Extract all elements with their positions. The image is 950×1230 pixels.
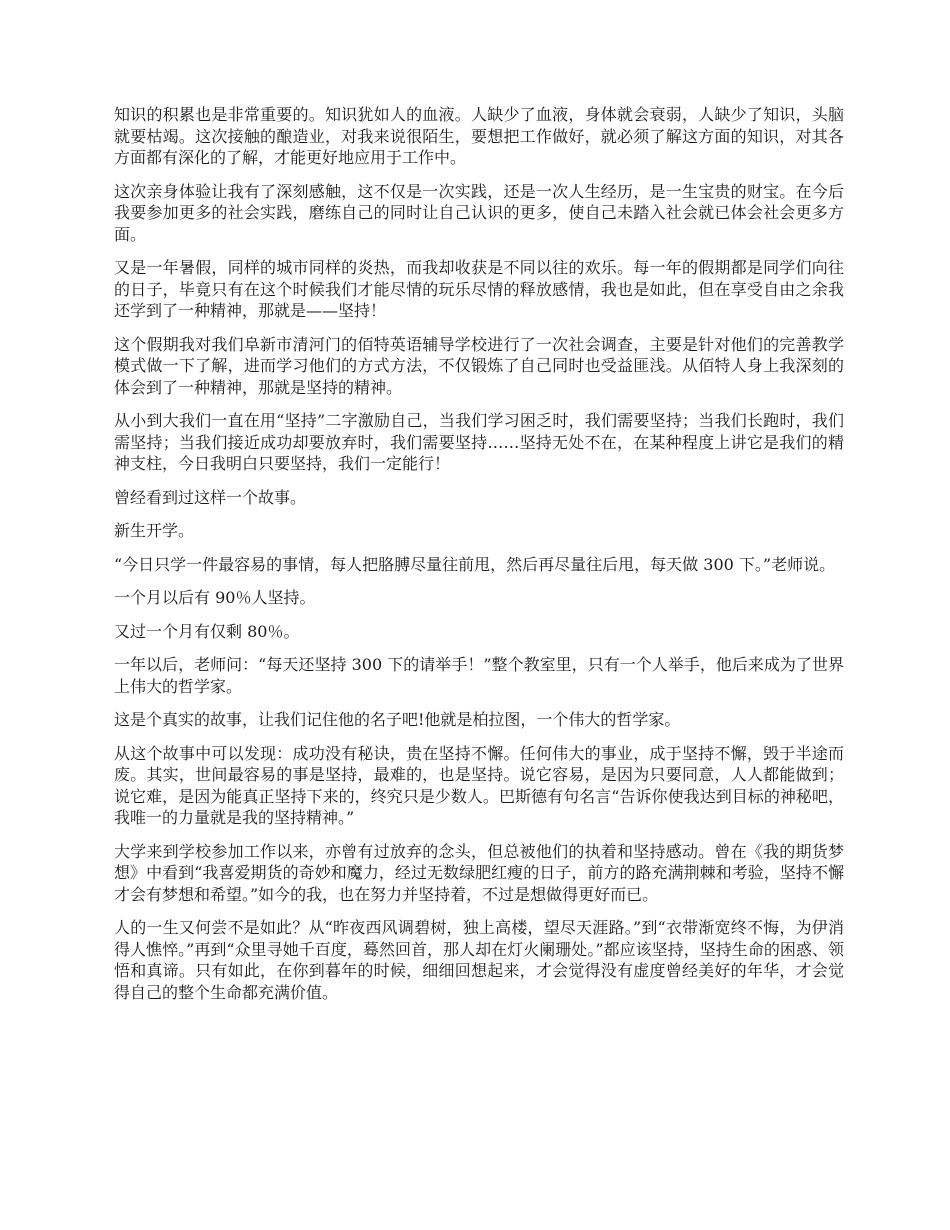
paragraph-futures-dream: 大学来到学校参加工作以来，亦曾有过放弃的念头，但总被他们的执着和坚持感动。曾在《我的期货梦想》中看到“我喜爱期货的奇妙和魔力，经过无数绿肥红瘦的日子，前方的路充满荆棘和考验，坚持不懈才会有梦想和希望。”如今的我，也在努力并坚持着，不过是想做得更好而已。 <box>114 841 844 904</box>
paragraph-persistence: 从小到大我们一直在用“坚持”二字激励自己，当我们学习困乏时，我们需要坚持；当我们长跑时，我们需坚持；当我们接近成功却要放弃时，我们需要坚持……坚持无处不在，在某种程度上讲它是我们的精神支柱，今日我明白只要坚持，我们一定能行！ <box>114 411 844 473</box>
paragraph-one-year: 一年以后，老师问：“每天还坚持 300 下的请举手！”整个教室里，只有一个人举手，他后来成为了世界上伟大的哲学家。 <box>114 655 844 696</box>
paragraph-two-months: 又过一个月有仅剩 80％。 <box>114 621 300 641</box>
paragraph-teacher-quote: “今日只学一件最容易的事情，每人把胳膊尽量往前甩，然后再尽量往后甩，每天做 300 下。”老师说。 <box>114 554 836 574</box>
document-page <box>114 104 844 1015</box>
paragraph-knowledge: 知识的积累也是非常重要的。知识犹如人的血液。人缺少了血液，身体就会衰弱，人缺少了知识，头脑就要枯竭。这次接触的酿造业，对我来说很陌生，要想把工作做好，就必须了解这方面的知识，对其各方面都有深化的了解，才能更好地应用于工作中。 <box>114 105 844 167</box>
paragraph-experience: 这次亲身体验让我有了深刻感触，这不仅是一次实践，还是一次人生经历，是一生宝贵的财宝。在今后我要参加更多的社会实践，磨练自己的同时让自己认识的更多，使自己未踏入社会就已体会社会更多方面。 <box>114 181 844 244</box>
paragraph-story-intro: 曾经看到过这样一个故事。 <box>114 487 307 507</box>
paragraph-plato: 这是个真实的故事，让我们记住他的名子吧!他就是柏拉图，一个伟大的哲学家。 <box>114 710 681 729</box>
paragraph-one-month: 一个月以后有 90％人坚持。 <box>114 588 316 607</box>
paragraph-summer: 又是一年暑假，同样的城市同样的炎热，而我却收获是不同以往的欢乐。每一年的假期都是同学们向往的日子，毕竟只有在这个时候我们才能尽情的玩乐尽情的释放感情，我也是如此，但在享受自由之余我还学到了一种精神，那就是——坚持！ <box>114 258 844 320</box>
paragraph-new-term: 新生开学。 <box>114 521 195 540</box>
paragraph-lesson: 从这个故事中可以发现：成功没有秘诀，贵在坚持不懈。任何伟大的事业，成于坚持不懈，毁于半途而废。其实，世间最容易的事是坚持，最难的，也是坚持。说它容易，是因为只要同意，人人都能做到；说它难，是因为能真正坚持下来的，终究只是少数人。巴斯德有句名言“告诉你使我达到目标的神秘吧，我唯一的力量就是我的坚持精神。” <box>114 743 844 827</box>
paragraph-survey: 这个假期我对我们阜新市清河门的佰特英语辅导学校进行了一次社会调查，主要是针对他们的完善教学模式做一下了解，进而学习他们的方式方法，不仅锻炼了自己同时也受益匪浅。从佰特人身上我深刻的体会到了一种精神，那就是坚持的精神。 <box>114 334 844 397</box>
paragraph-life: 人的一生又何尝不是如此？从“昨夜西风调碧树，独上高楼，望尽天涯路。”到“衣带渐宽终不悔，为伊消得人憔悴。”再到“众里寻她千百度，蓦然回首，那人却在灯火阑珊处。”都应该坚持，坚持生命的困惑、领悟和真谛。只有如此，在你到暮年的时候，细细回想起来，才会觉得没有虚度曾经美好的年华，才会觉得自己的整个生命都充满价值。 <box>114 918 844 1002</box>
